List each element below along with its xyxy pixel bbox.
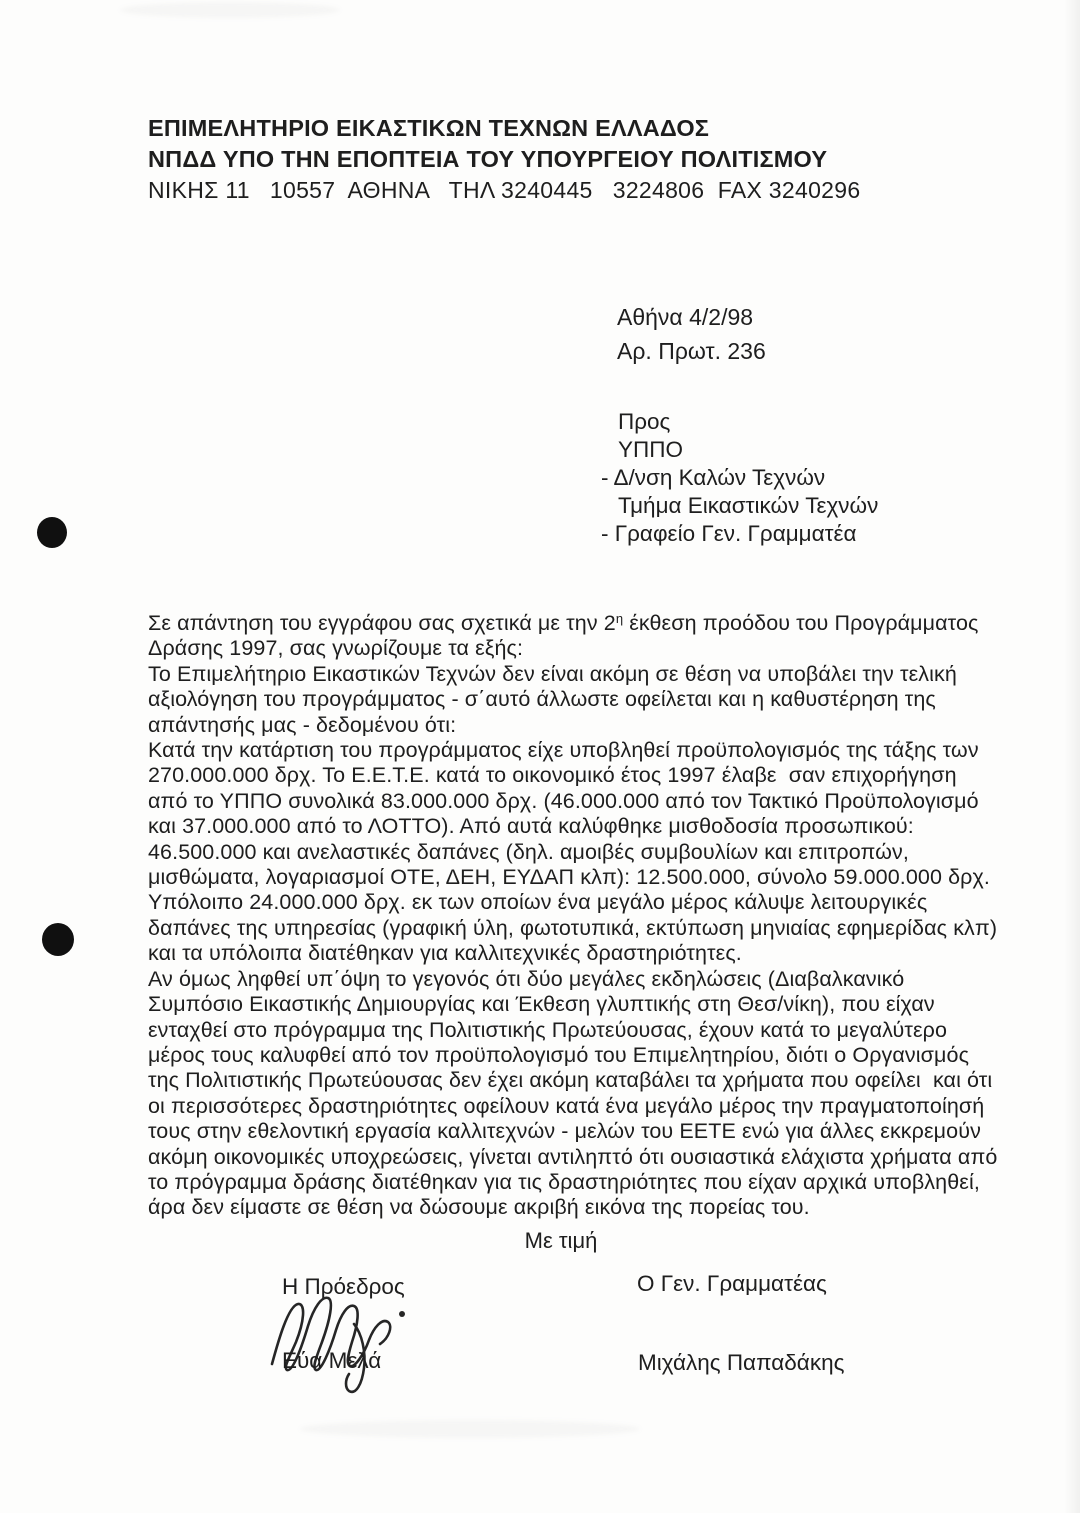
body-line: το πρόγραμμα δράσης διατέθηκαν για τις δραστηριότητες που είχαν αρχικά υποβληθεί, [148, 1169, 980, 1194]
body-line: Σε απάντηση του εγγράφου σας σχετικά με την $2^\eta$ έκθεση προόδου του Προγράμματος [148, 611, 979, 635]
body-line: και 37.000.000 από το ΛΟΤΤΟ). Από αυτά καλύφθηκε μισθοδοσία προσωπικού: [148, 814, 914, 839]
protocol-number: Αρ. Πρωτ. 236 [617, 337, 766, 364]
org-address-contact: ΝΙΚΗΣ 11 10557 ΑΘΗΝΑ ΤΗΛ 3240445 3224806 FAX 3240296 [148, 177, 861, 203]
signature-right-name: Μιχάλης Παπαδάκης [638, 1350, 845, 1375]
signature-left-name: Εύα Μελά [282, 1348, 382, 1373]
handwritten-signature-icon [268, 1294, 416, 1398]
letterhead [148, 113, 860, 206]
body-line: δαπάνες της υπηρεσίας (γραφική ύλη, φωτοτυπικά, εκτύπωση μηνιαίας εφημερίδας κλπ) [148, 915, 998, 940]
signature-right-title: Ο Γεν. Γραμματέας [637, 1271, 827, 1296]
body-line: της Πολιτιστικής Πρωτεύουσας δεν έχει ακόμη καταβάλει τα χρήματα που οφείλει και ότι [148, 1068, 993, 1093]
body-line: τους στην εθελοντική εργασία καλλιτεχνών - μελών του ΕΕΤΕ ενώ για άλλες εκκρεμούν [148, 1119, 981, 1144]
org-name: ΕΠΙΜΕΛΗΤΗΡΙΟ ΕΙΚΑΣΤΙΚΩΝ ΤΕΧΝΩΝ ΕΛΛΑΔΟΣ [148, 115, 710, 141]
body-line: οι περισσότερες δραστηριότητες οφείλουν κατά ένα μεγάλο μέρος την πραγματοποίησή [148, 1093, 985, 1118]
body-line: Το Επιμελήτηριο Εικαστικών Τεχνών δεν είναι ακόμη σε θέση να υποβάλει την τελική [148, 661, 957, 686]
hole-punch-mark-bottom [42, 923, 74, 956]
valediction: Με τιμή [524, 1228, 598, 1253]
ordinal-superscript: η [615, 611, 624, 626]
letter-body [148, 611, 1028, 1221]
body-line: αξιολόγηση του προγράμματος - σ΄αυτό άλλωστε οφείλεται και η καθυστέρηση της [148, 687, 936, 712]
body-line: Κατά την κατάρτιση του προγράμματος είχε υποβληθεί προϋπολογισμός της τάξης των [148, 738, 979, 763]
recipient-line: - Δ/νση Καλών Τεχνών [601, 465, 826, 490]
reference-block [617, 301, 766, 368]
body-line: Δράσης 1997, σας γνωρίζουμε τα εξής: [148, 636, 524, 661]
org-status-line: ΝΠΔΔ ΥΠΟ ΤΗΝ ΕΠΟΠΤΕΙΑ ΤΟΥ ΥΠΟΥΡΓΕΙΟΥ ΠΟΛΙΤΙΣΜΟΥ [148, 146, 828, 172]
body-line: ενταχθεί στο πρόγραμμα της Πολιτιστικής Πρωτεύουσας, έχουν κατά το μεγαλύτερο [148, 1017, 948, 1042]
body-line: μέρος τους καλυφθεί από τον προϋπολογισμό του Επιμελητηρίου, διότι ο Οργανισμός [148, 1042, 970, 1067]
hole-punch-mark-top [37, 517, 67, 548]
body-line: 270.000.000 δρχ. Το Ε.Ε.Τ.Ε. κατά το οικονομικό έτος 1997 έλαβε σαν επιχορήγηση [148, 763, 957, 788]
body-line: 46.500.000 και ανελαστικές δαπάνες (δηλ. αμοιβές συμβουλίων και επιτροπών, [148, 839, 909, 864]
body-line: Συμπόσιο Εικαστικής Δημιουργίας και Έκθεση γλυπτικής στη Θεσ/νίκη), που είχαν [148, 992, 935, 1017]
body-line: απάντησής μας - δεδομένου ότι: [148, 712, 457, 737]
body-line: από το ΥΠΠΟ συνολικά 83.000.000 δρχ. (46.000.000 από τον Τακτικό Προϋπολογισμό [148, 788, 979, 813]
recipient-line: - Γραφείο Γεν. Γραμματέα [601, 521, 857, 546]
body-line: Αν όμως ληφθεί υπ΄όψη το γεγονός ότι δύο μεγάλες εκδηλώσεις (Διαβαλκανικό [148, 966, 905, 991]
body-line: και τα υπόλοιπα διατέθηκαν για καλλιτεχνικές δραστηριότητες. [148, 941, 742, 966]
place-date: Αθήνα 4/2/98 [617, 304, 754, 330]
recipient-line: Προς [618, 409, 671, 434]
recipient-block [601, 408, 878, 548]
body-line: άρα δεν είμαστε σε θέση να δώσουμε ακριβή εικόνα της πορείας του. [148, 1195, 810, 1220]
signature-left-title: Η Πρόεδρος [282, 1274, 405, 1299]
scan-noise [300, 1420, 640, 1438]
body-line: μισθώματα, λογαριασμοί ΟΤΕ, ΔΕΗ, ΕΥΔΑΠ κλπ): 12.500.000, σύνολο 59.000.000 δρχ. [148, 865, 990, 890]
scan-noise [120, 2, 340, 18]
body-line: ακόμη οικονομικές υποχρεώσεις, γίνεται αντιληπτό ότι ουσιαστικά ελάχιστα χρήματα από [148, 1144, 998, 1169]
recipient-line: Τμήμα Εικαστικών Τεχνών [618, 493, 879, 518]
recipient-line: ΥΠΠΟ [618, 437, 684, 462]
body-line: Υπόλοιπο 24.000.000 δρχ. εκ των οποίων ένα μεγάλο μέρος κάλυψε λειτουργικές [148, 890, 928, 915]
